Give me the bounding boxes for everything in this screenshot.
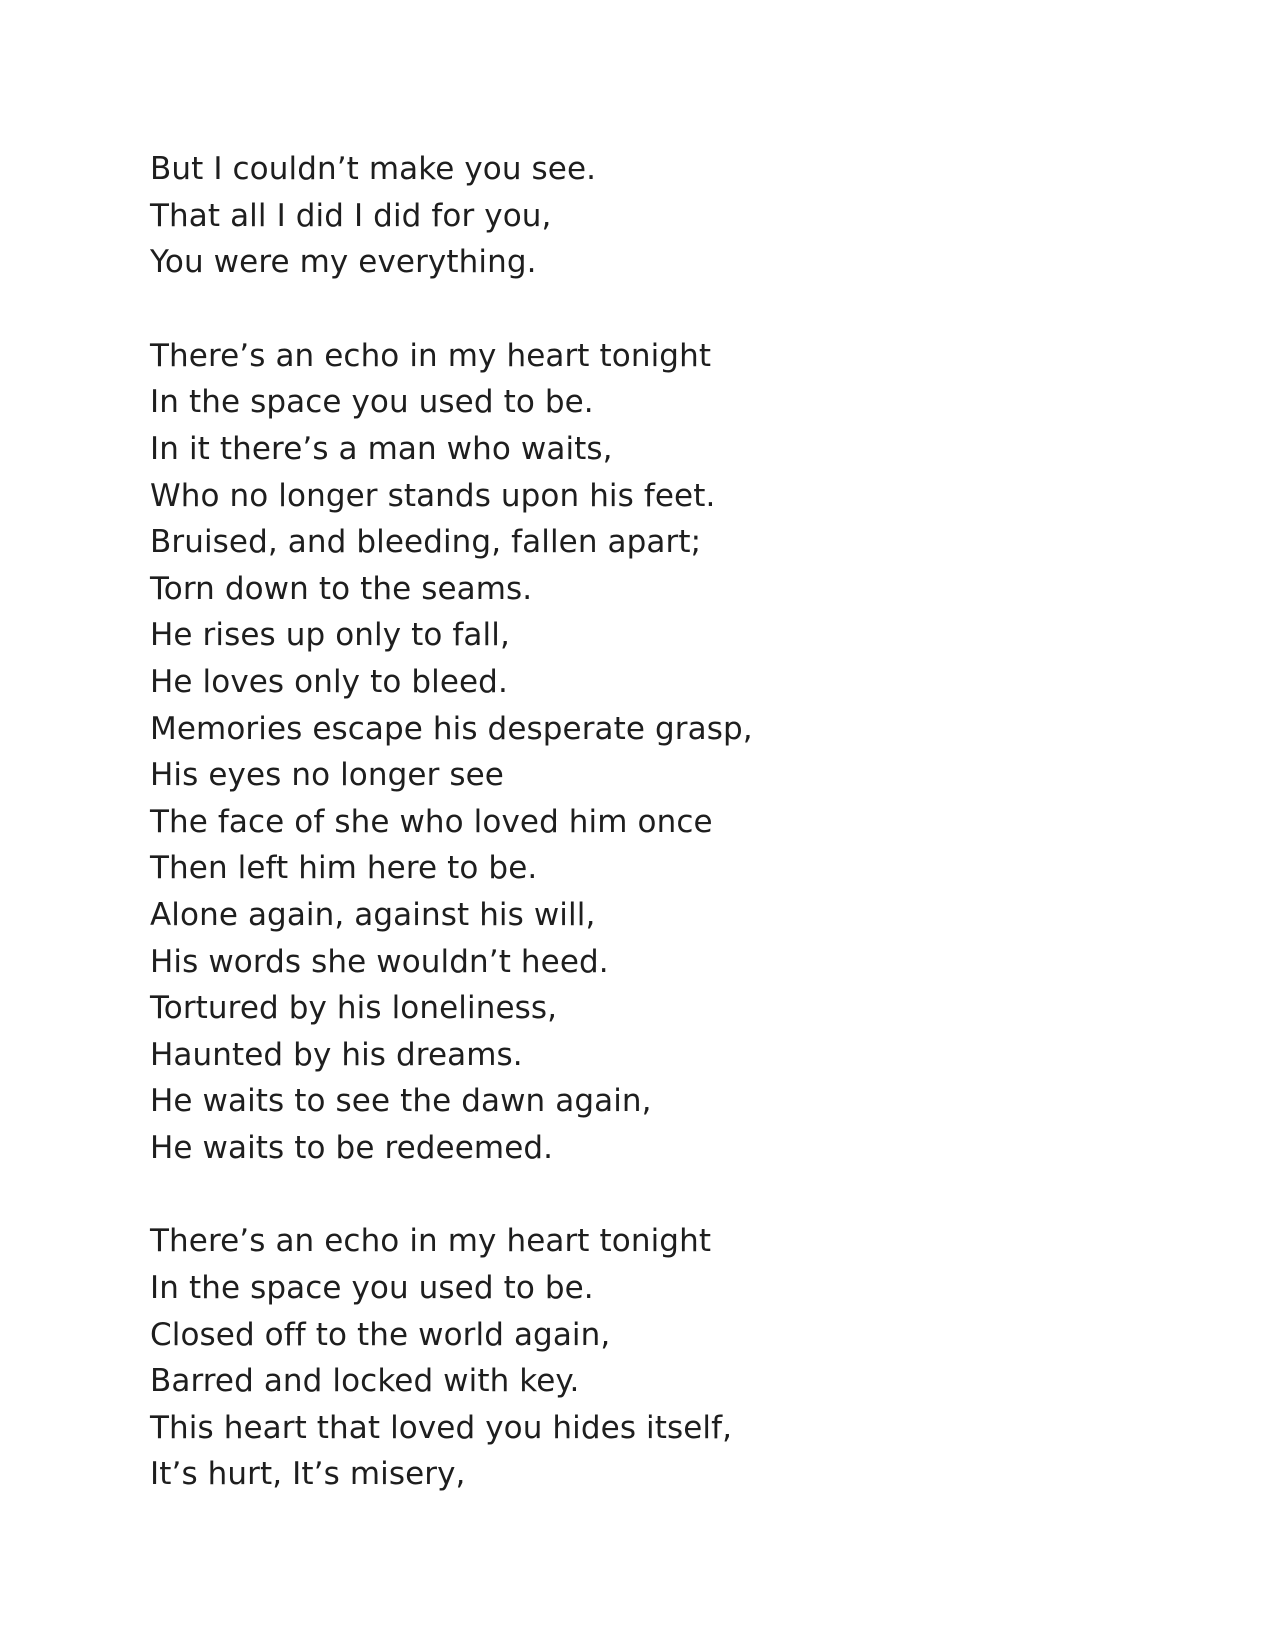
poem-line: You were my everything. [150,244,537,281]
stanza-2 [150,333,1150,1172]
stanza-3 [150,1218,1150,1498]
poem-line: But I couldn’t make you see. [150,151,597,187]
poem-body [150,146,1150,1498]
poem-line: It’s hurt, It’s misery, [150,1456,466,1493]
poem-line: There’s an echo in my heart tonight [150,337,712,374]
poem-line: He loves only to bleed. [150,663,508,700]
poem-line: This heart that loved you hides itself, [150,1409,733,1446]
poem-line: His eyes no longer see [150,757,504,794]
poem-line: That all I did I did for you, [150,197,552,234]
poem-line: He rises up only to fall, [150,617,510,654]
poem-line: Who no longer stands upon his feet. [150,477,716,514]
poem-line: Closed off to the world again, [150,1316,611,1353]
poem-line: There’s an echo in my heart tonight [150,1223,712,1260]
poem-line: He waits to be redeemed. [150,1129,554,1166]
poem-line: The face of she who loved him once [150,803,713,840]
poem-line: Alone again, against his will, [150,896,596,933]
poem-line: He waits to see the dawn again, [150,1083,652,1120]
poem-line: His words she wouldn’t heed. [150,943,609,980]
poem-line: Bruised, and bleeding, fallen apart; [150,524,702,561]
poem-line: In the space you used to be. [150,1270,594,1307]
stanza-1 [150,146,1150,286]
poem-line: Memories escape his desperate grasp, [150,710,753,747]
poem-line: Haunted by his dreams. [150,1036,523,1073]
poem-line: Tortured by his loneliness, [150,990,558,1027]
poem-line: Barred and locked with key. [150,1363,580,1400]
poem-line: Torn down to the seams. [150,570,533,607]
poem-line: In the space you used to be. [150,384,594,421]
poem-line: In it there’s a man who waits, [150,430,613,467]
poem-line: Then left him here to be. [150,850,538,887]
